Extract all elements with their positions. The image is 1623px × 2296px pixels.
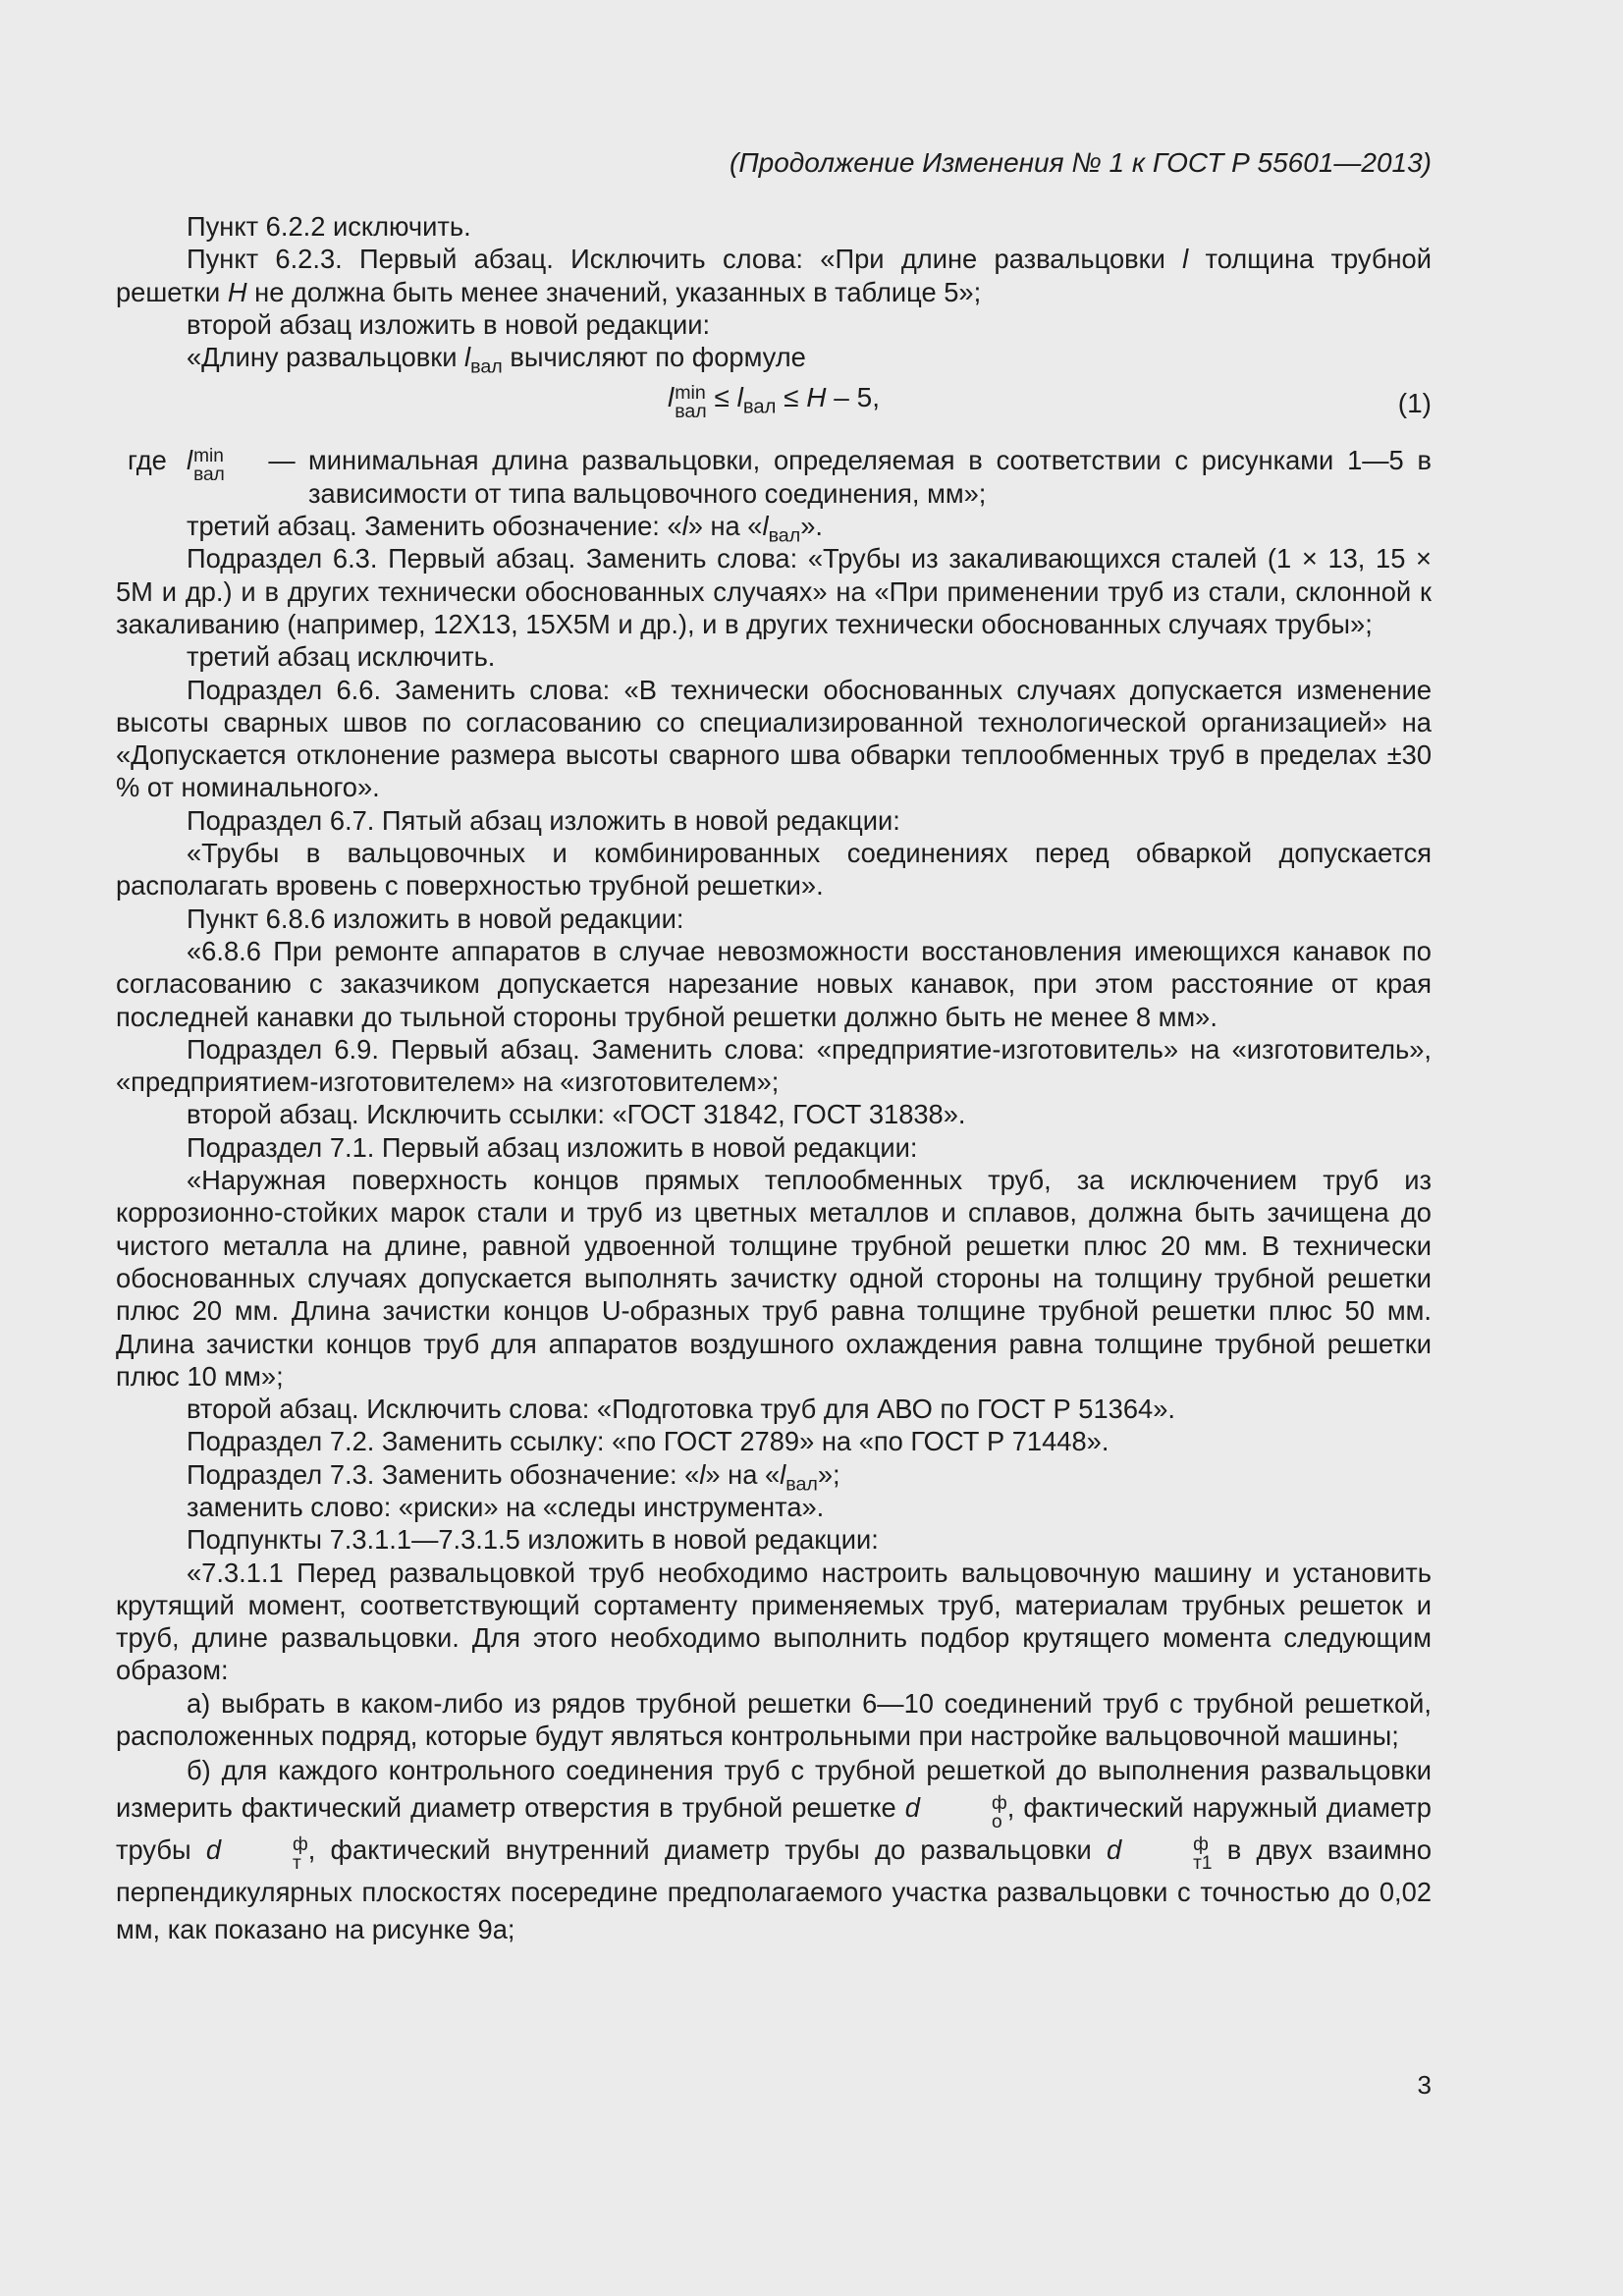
paragraph: «Наружная поверхность концов прямых теплообменных труб, за исключением труб из коррозионно-стойких марок стали и труб из цветных металлов и сплавов, должна быть зачищена до чистого металла на длине, равной удвоенной толщине трубной решетки плюс 20 мм. В технически обоснованных случаях допускается выполнять зачистку одной стороны на толщину трубной решетки плюс 20 мм. Длина зачистки концов U-образных труб равна толщине трубной решетки плюс 50 мм. Длина зачистки концов труб для аппаратов воздушного охлаждения равна толщине трубной решетки плюс 10 мм»; — [116, 1165, 1432, 1392]
page-header: (Продолжение Изменения № 1 к ГОСТ Р 55601—2013) — [730, 147, 1432, 178]
paragraph: второй абзац. Исключить ссылки: «ГОСТ 31842, ГОСТ 31838». — [187, 1099, 966, 1130]
paragraph: заменить слово: «риски» на «следы инструмента». — [187, 1491, 825, 1522]
paragraph: «6.8.6 При ремонте аппаратов в случае невозможности восстановления имеющихся канавок по согласованию с заказчиком допускается нарезание новых канавок, при этом расстояние от края последней канавки до тыльной стороны трубной решетки должно быть не менее 8 мм». — [116, 935, 1432, 1032]
paragraph: Пункт 6.2.3. Первый абзац. Исключить слова: «При длине развальцовки l толщина трубной решетки H не должна быть менее значений, указанных в таблице 5»; — [116, 244, 1432, 307]
paragraph: третий абзац. Заменить обозначение: «l» на «$l_{вал}$». — [187, 511, 823, 547]
where-label: где — [128, 445, 167, 476]
formula-expression: l min вал ≤ $l_{вал} \le H - 5$, — [667, 381, 881, 423]
paragraph: Подраздел 6.7. Пятый абзац изложить в новой редакции: — [187, 804, 900, 836]
formula-1 — [116, 373, 1432, 438]
paragraph: Подпункты 7.3.1.1—7.3.1.5 изложить в новой редакции: — [187, 1524, 879, 1556]
where-text: минимальная длина развальцовки, определяемая в соответствии с рисунками 1—5 в зависимости от типа вальцовочного соединения, мм»; — [308, 445, 1432, 509]
paragraph: Пункт 6.2.2 исключить. — [187, 211, 471, 242]
where-dash: — — [268, 445, 296, 476]
paragraph: «Длину развальцовки $l_{вал}$ вычисляют по формуле — [187, 342, 806, 378]
paragraph: Пункт 6.8.6 изложить в новой редакции: — [187, 902, 684, 934]
page-number: 3 — [1417, 2070, 1432, 2100]
paragraph: Подраздел 7.1. Первый абзац изложить в новой редакции: — [187, 1131, 918, 1163]
paragraph: Подраздел 7.2. Заменить ссылку: «по ГОСТ 2789» на «по ГОСТ Р 71448». — [187, 1426, 1109, 1457]
paragraph: второй абзац. Исключить слова: «Подготовка труб для АВО по ГОСТ Р 51364». — [187, 1394, 1175, 1425]
paragraph: «Трубы в вальцовочных и комбинированных соединениях перед обваркой допускается располагать вровень с поверхностью трубной решетки». — [116, 838, 1432, 902]
paragraph: а) выбрать в каком-либо из рядов трубной решетки 6—10 соединений труб с трубной решеткой, расположенных подряд, которые будут являться контрольными при настройке вальцовочной машины; — [116, 1687, 1432, 1752]
where-symbol: l min вал — [187, 445, 225, 485]
paragraph: Подраздел 6.3. Первый абзац. Заменить слова: «Трубы из закаливающихся сталей (1 × 13, 15 × 5М и др.) и в других технически обоснованных случаях» на «При применении труб из стали, склонной к закаливанию (например, 12Х13, 15Х5М и др.), и в других технически обоснованных случаях трубы»; — [116, 543, 1432, 639]
paragraph: «7.3.1.1 Перед развальцовкой труб необходимо настроить вальцовочную машину и установить крутящий момент, соответствующий сортаменту применяемых труб, материалам трубных решеток и труб, длине развальцовки. Для этого необходимо выполнить подбор крутящего момента следующим образом: — [116, 1557, 1432, 1686]
where-clause — [116, 444, 1432, 510]
paragraph: второй абзац изложить в новой редакции: — [187, 308, 711, 340]
paragraph: б) для каждого контрольного соединения труб с трубной решеткой до выполнения развальцовки измерить фактический диаметр отверстия в трубной решетке d ф о , фактический наружный диаметр трубы d ф т , фактический внутренний диаметр трубы до развальцовки d ф т1 в двух взаимно перпендикулярных плоскостях посередине предполагаемого участка развальцовки с точностью до 0,02 мм, как показано на рисунке 9а; — [116, 1755, 1433, 1944]
paragraph: Подраздел 7.3. Заменить обозначение: «l» на «$l_{вал}$»; — [187, 1458, 840, 1495]
document-body — [116, 210, 1432, 1948]
paragraph: Подраздел 6.9. Первый абзац. Заменить слова: «предприятие-изготовитель» на «изготовитель», «предприятием-изготовителем» на «изготовителем»; — [116, 1033, 1432, 1098]
paragraph: Подраздел 6.6. Заменить слова: «В технически обоснованных случаях допускается изменение высоты сварных швов по согласованию со специализированной технологической организацией» на «Допускается отклонение размера высоты сварного шва обварки теплообменных труб в пределах ±30 % от номинального». — [116, 674, 1432, 803]
formula-number: (1) — [1397, 388, 1432, 419]
paragraph: третий абзац исключить. — [187, 641, 496, 673]
